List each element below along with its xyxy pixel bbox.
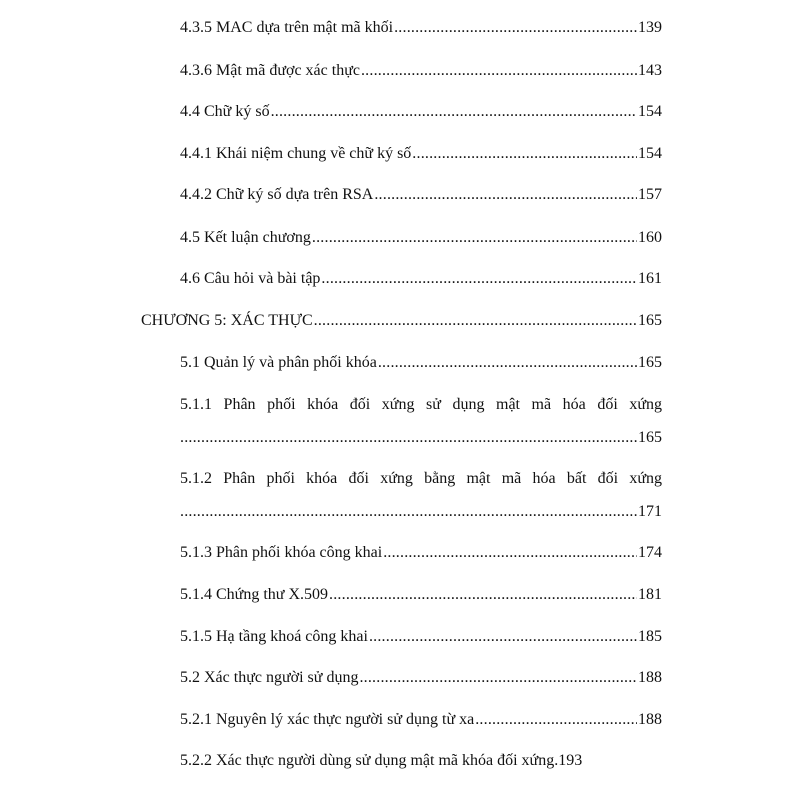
toc-entry-4-3-6[interactable] bbox=[180, 61, 662, 81]
toc-page-number: 174 bbox=[638, 544, 662, 561]
toc-entry-title: CHƯƠNG 5: XÁC THỰC bbox=[141, 312, 313, 329]
toc-entry-title: 5.1.4 Chứng thư X.509 bbox=[180, 586, 329, 603]
toc-entry-chapter-5[interactable] bbox=[141, 311, 662, 331]
toc-page-number: 165 bbox=[638, 312, 662, 329]
toc-entry-title: 5.2.1 Nguyên lý xác thực người sử dụng từ xa bbox=[180, 711, 475, 728]
dot-leader bbox=[361, 61, 637, 81]
dot-leader bbox=[180, 502, 637, 522]
toc-entry-5-1-3[interactable] bbox=[180, 543, 662, 563]
toc-entry-title: 4.6 Câu hỏi và bài tập bbox=[180, 270, 321, 287]
toc-page-number: 185 bbox=[638, 628, 662, 645]
toc-entry-title: 5.2 Xác thực người sử dụng bbox=[180, 669, 359, 686]
dot-leader bbox=[412, 144, 637, 164]
dot-leader bbox=[180, 428, 637, 448]
toc-entry-title: 5.1.2 Phân phối khóa đối xứng bằng mật mã hóa bất đối xứng bbox=[180, 470, 662, 487]
dot-leader bbox=[312, 228, 637, 248]
toc-entry-title: 4.3.6 Mật mã được xác thực bbox=[180, 62, 360, 79]
dot-leader bbox=[369, 627, 637, 647]
dot-leader bbox=[359, 668, 637, 688]
toc-entry-5-1-5[interactable] bbox=[180, 627, 662, 647]
toc-page-number: 165 bbox=[638, 429, 662, 446]
toc-entry-5-1-4[interactable] bbox=[180, 585, 662, 605]
dot-leader bbox=[374, 185, 637, 205]
toc-entry-title: 5.1.3 Phân phối khóa công khai bbox=[180, 544, 383, 561]
toc-entry-4-3-5[interactable] bbox=[180, 18, 662, 38]
dot-leader bbox=[329, 585, 637, 605]
dot-leader bbox=[394, 18, 637, 38]
toc-entry-5-2-1[interactable] bbox=[180, 710, 662, 730]
toc-entry-5-1-1[interactable] bbox=[180, 395, 662, 415]
toc-page-number: 154 bbox=[638, 103, 662, 120]
toc-entry-4-6[interactable] bbox=[180, 269, 662, 289]
toc-entry-4-4[interactable] bbox=[180, 102, 662, 122]
toc-page-number: 188 bbox=[638, 669, 662, 686]
toc-entry-title: 5.1 Quản lý và phân phối khóa bbox=[180, 354, 377, 371]
toc-entry-4-4-2[interactable] bbox=[180, 185, 662, 205]
toc-entry-title: 5.2.2 Xác thực người dùng sử dụng mật mã khóa đối xứng. bbox=[180, 752, 559, 769]
dot-leader bbox=[314, 311, 637, 331]
toc-entry-title: 4.4 Chữ ký số bbox=[180, 103, 270, 120]
toc-entry-title: 5.1.5 Hạ tầng khoá công khai bbox=[180, 628, 368, 645]
toc-entry-title: 4.3.5 MAC dựa trên mật mã khối bbox=[180, 19, 394, 36]
toc-page-number: 188 bbox=[638, 711, 662, 728]
toc-page-number: 139 bbox=[638, 19, 662, 36]
toc-page-number: 171 bbox=[638, 503, 662, 520]
toc-entry-5-2[interactable] bbox=[180, 668, 662, 688]
dot-leader bbox=[321, 269, 637, 289]
toc-entry-5-1-2-continuation[interactable] bbox=[180, 502, 662, 522]
toc-entry-4-5[interactable] bbox=[180, 228, 662, 248]
toc-entry-4-4-1[interactable] bbox=[180, 144, 662, 164]
toc-page-number: 181 bbox=[638, 586, 662, 603]
toc-entry-5-1-2[interactable] bbox=[180, 469, 662, 489]
toc-entry-5-1[interactable] bbox=[180, 353, 662, 373]
toc-entry-title: 4.4.1 Khái niệm chung về chữ ký số bbox=[180, 145, 412, 162]
dot-leader bbox=[475, 710, 637, 730]
toc-page-number: 143 bbox=[638, 62, 662, 79]
toc-entry-title: 5.1.1 Phân phối khóa đối xứng sử dụng mật mã hóa đối xứng bbox=[180, 396, 662, 413]
toc-page-number: 161 bbox=[638, 270, 662, 287]
toc-entry-title: 4.5 Kết luận chương bbox=[180, 229, 311, 246]
dot-leader bbox=[271, 102, 637, 122]
toc-entry-5-2-2[interactable] bbox=[180, 751, 662, 771]
dot-leader bbox=[378, 353, 637, 373]
dot-leader bbox=[383, 543, 637, 563]
toc-page-number: 193 bbox=[558, 752, 583, 769]
toc-page-number: 154 bbox=[638, 145, 662, 162]
toc-page-number: 165 bbox=[638, 354, 662, 371]
toc-page-number: 157 bbox=[638, 186, 662, 203]
toc-entry-title: 4.4.2 Chữ ký số dựa trên RSA bbox=[180, 186, 374, 203]
toc-entry-5-1-1-continuation[interactable] bbox=[180, 428, 662, 448]
toc-page-number: 160 bbox=[638, 229, 662, 246]
